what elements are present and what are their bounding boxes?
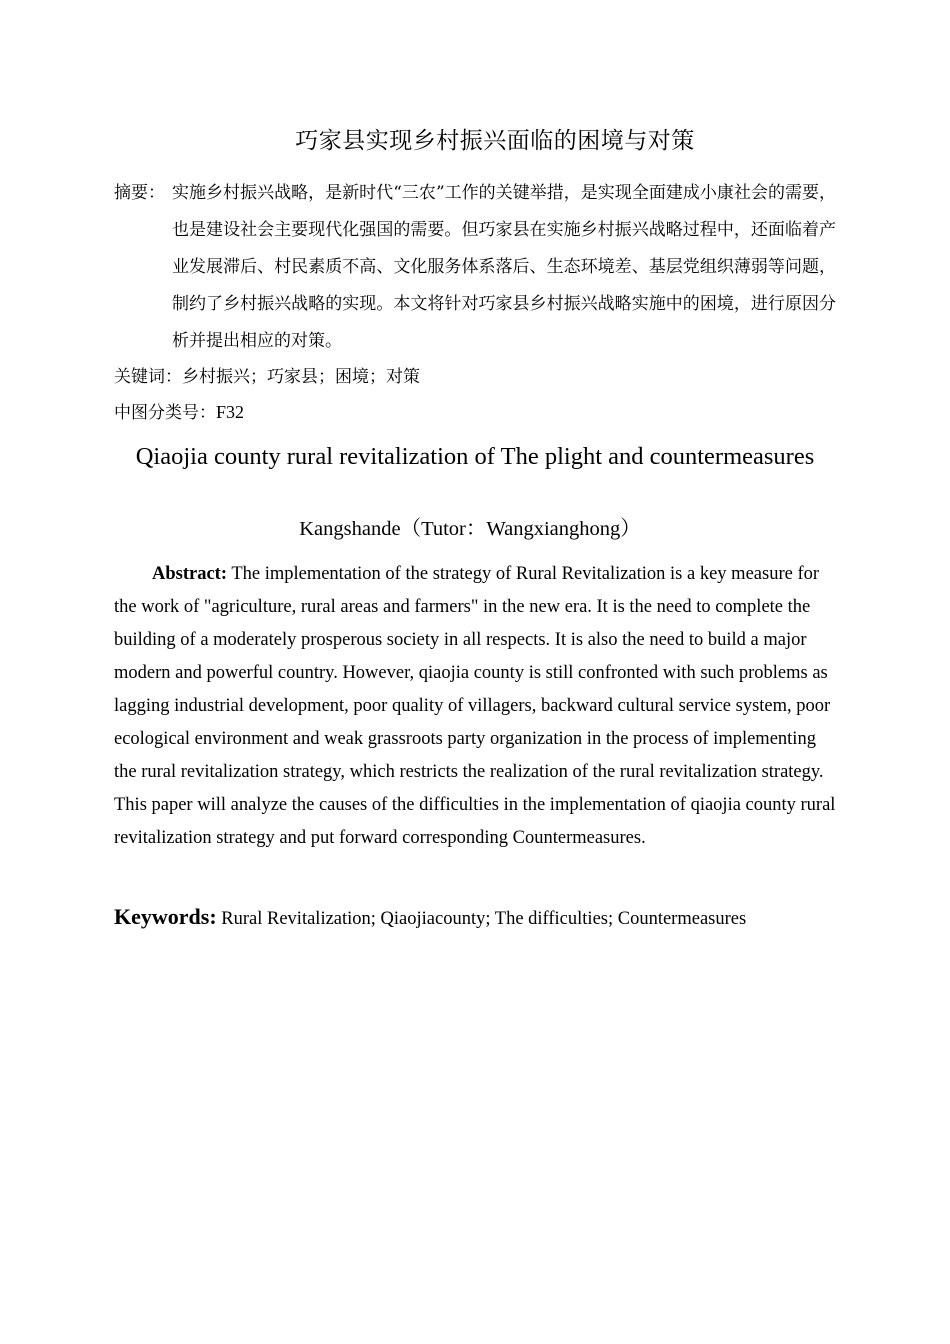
chinese-abstract	[114, 175, 836, 360]
chinese-keywords	[114, 362, 420, 392]
author-line: Kangshande（Tutor：Wangxianghong）	[299, 518, 641, 540]
chinese-abstract-text: 实施乡村振兴战略，是新时代“三农”工作的关键举措，是实现全面建成小康社会的需要，也是建设社会主要现代化强国的需要。但巧家县在实施乡村振兴战略过程中，还面临着产业发展滞后、村民素质不高、文化服务体系落后、生态环境差、基层党组织薄弱等问题，制约了乡村振兴战略的实现。本文将针对巧家县乡村振兴战略实施中的困境，进行原因分析并提出相应的对策。	[172, 183, 836, 351]
chinese-keywords-text: 乡村振兴；巧家县；困境；对策	[182, 367, 420, 387]
english-abstract-label: Abstract:	[152, 564, 228, 584]
chinese-keywords-label: 关键词：	[114, 367, 182, 387]
english-keywords-label: Keywords:	[114, 904, 217, 929]
classification-value: F32	[216, 402, 245, 422]
english-abstract	[114, 558, 838, 855]
classification-label: 中图分类号：	[114, 403, 216, 423]
english-keywords	[114, 904, 874, 930]
english-abstract-text: The implementation of the strategy of Rural Revitalization is a key measure for the work of "agriculture, rural areas and farmers" in the new era. It is the need to complete the building of a moderately prosperous society in all respects. It is also the need to build a major modern and powerful country. However, qiaojia county is still confronted with such problems as lagging industrial development, poor quality of villagers, backward cultural service system, poor ecological environment and weak grassroots party organization in the process of implementing the rural revitalization strategy, which restricts the realization of the rural revitalization strategy. This paper will analyze the causes of the difficulties in the implementation of qiaojia county rural revitalization strategy and put forward corresponding Countermeasures.	[114, 564, 836, 848]
classification-number	[114, 397, 244, 428]
chinese-title: 巧家县实现乡村振兴面临的困境与对策	[295, 128, 695, 154]
english-keywords-text: Rural Revitalization; Qiaojiacounty; The difficulties; Countermeasures	[221, 909, 747, 929]
english-title: Qiaojia county rural revitalization of The plight and countermeasures	[135, 443, 815, 470]
chinese-abstract-label: 摘要：	[114, 183, 165, 203]
